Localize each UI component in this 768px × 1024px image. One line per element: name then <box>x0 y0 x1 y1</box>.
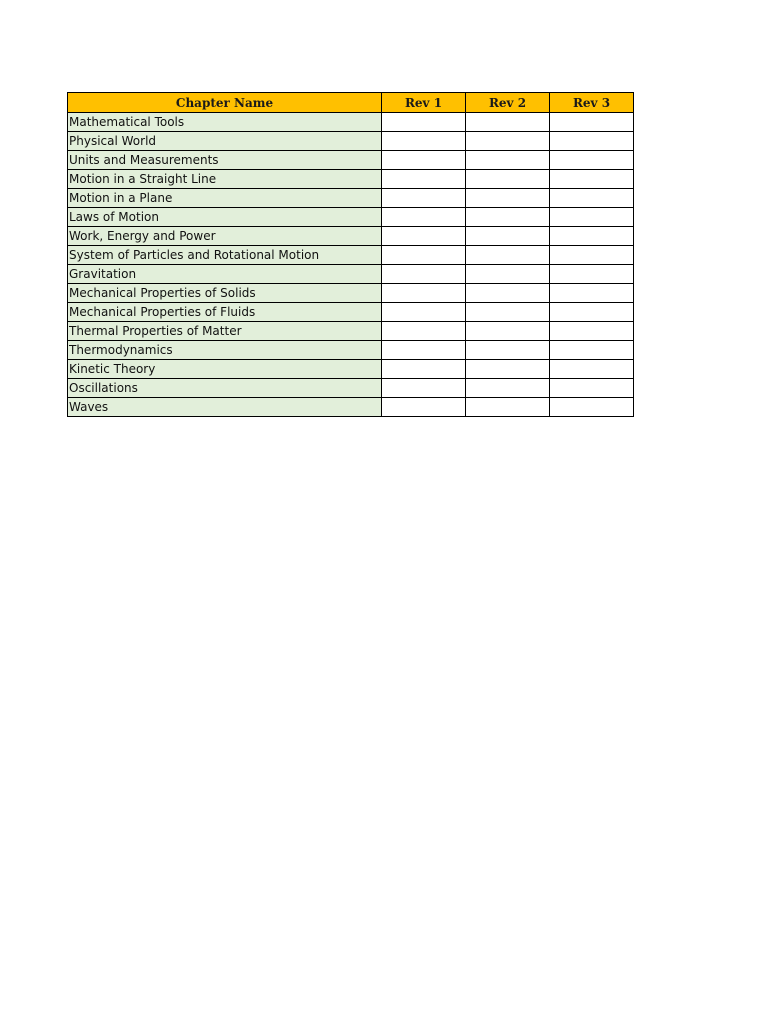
rev-2-cell[interactable] <box>466 246 550 265</box>
rev-3-cell[interactable] <box>550 379 634 398</box>
table-row <box>68 341 634 360</box>
chapter-name-cell[interactable]: Mechanical Properties of Fluids <box>68 303 382 322</box>
rev-3-cell[interactable] <box>550 227 634 246</box>
rev-1-cell[interactable] <box>382 132 466 151</box>
header-rev-3: Rev 3 <box>550 93 634 113</box>
table-row <box>68 132 634 151</box>
chapter-name-cell[interactable]: Mechanical Properties of Solids <box>68 284 382 303</box>
rev-3-cell[interactable] <box>550 170 634 189</box>
table-row <box>68 284 634 303</box>
rev-2-cell[interactable] <box>466 227 550 246</box>
rev-3-cell[interactable] <box>550 208 634 227</box>
rev-1-cell[interactable] <box>382 379 466 398</box>
header-rev-2: Rev 2 <box>466 93 550 113</box>
table-row <box>68 265 634 284</box>
rev-2-cell[interactable] <box>466 113 550 132</box>
chapter-name-cell[interactable]: Motion in a Plane <box>68 189 382 208</box>
rev-2-cell[interactable] <box>466 379 550 398</box>
rev-1-cell[interactable] <box>382 322 466 341</box>
rev-2-cell[interactable] <box>466 322 550 341</box>
rev-3-cell[interactable] <box>550 322 634 341</box>
rev-1-cell[interactable] <box>382 341 466 360</box>
revision-tracker-table <box>67 92 634 417</box>
rev-1-cell[interactable] <box>382 208 466 227</box>
rev-3-cell[interactable] <box>550 189 634 208</box>
chapter-name-cell[interactable]: Work, Energy and Power <box>68 227 382 246</box>
rev-2-cell[interactable] <box>466 189 550 208</box>
rev-3-cell[interactable] <box>550 341 634 360</box>
rev-3-cell[interactable] <box>550 113 634 132</box>
table-row <box>68 360 634 379</box>
rev-2-cell[interactable] <box>466 208 550 227</box>
rev-1-cell[interactable] <box>382 227 466 246</box>
table-row <box>68 189 634 208</box>
chapter-name-cell[interactable]: Kinetic Theory <box>68 360 382 379</box>
table-row <box>68 170 634 189</box>
table-row <box>68 208 634 227</box>
chapter-name-cell[interactable]: Thermal Properties of Matter <box>68 322 382 341</box>
table-row <box>68 113 634 132</box>
chapter-name-cell[interactable]: Units and Measurements <box>68 151 382 170</box>
chapter-name-cell[interactable]: Thermodynamics <box>68 341 382 360</box>
rev-2-cell[interactable] <box>466 170 550 189</box>
rev-1-cell[interactable] <box>382 398 466 417</box>
rev-2-cell[interactable] <box>466 360 550 379</box>
table-row <box>68 379 634 398</box>
table-row <box>68 303 634 322</box>
table-row <box>68 246 634 265</box>
chapter-name-cell[interactable]: Laws of Motion <box>68 208 382 227</box>
rev-3-cell[interactable] <box>550 284 634 303</box>
rev-3-cell[interactable] <box>550 398 634 417</box>
table-row <box>68 322 634 341</box>
rev-1-cell[interactable] <box>382 360 466 379</box>
chapter-name-cell[interactable]: Physical World <box>68 132 382 151</box>
rev-3-cell[interactable] <box>550 151 634 170</box>
chapter-name-cell[interactable]: Waves <box>68 398 382 417</box>
rev-2-cell[interactable] <box>466 265 550 284</box>
rev-1-cell[interactable] <box>382 170 466 189</box>
rev-3-cell[interactable] <box>550 360 634 379</box>
chapter-name-cell[interactable]: Oscillations <box>68 379 382 398</box>
chapter-name-cell[interactable]: Gravitation <box>68 265 382 284</box>
rev-3-cell[interactable] <box>550 132 634 151</box>
header-row <box>68 93 634 113</box>
rev-1-cell[interactable] <box>382 265 466 284</box>
chapter-name-cell[interactable]: Motion in a Straight Line <box>68 170 382 189</box>
rev-3-cell[interactable] <box>550 265 634 284</box>
header-chapter-name: Chapter Name <box>68 93 382 113</box>
rev-1-cell[interactable] <box>382 284 466 303</box>
rev-2-cell[interactable] <box>466 303 550 322</box>
rev-3-cell[interactable] <box>550 246 634 265</box>
rev-1-cell[interactable] <box>382 151 466 170</box>
chapter-name-cell[interactable]: System of Particles and Rotational Motion <box>68 246 382 265</box>
rev-1-cell[interactable] <box>382 189 466 208</box>
table-row <box>68 227 634 246</box>
table-body <box>68 113 634 417</box>
rev-1-cell[interactable] <box>382 113 466 132</box>
rev-2-cell[interactable] <box>466 398 550 417</box>
table-row <box>68 398 634 417</box>
rev-1-cell[interactable] <box>382 246 466 265</box>
header-rev-1: Rev 1 <box>382 93 466 113</box>
rev-2-cell[interactable] <box>466 341 550 360</box>
rev-2-cell[interactable] <box>466 132 550 151</box>
rev-3-cell[interactable] <box>550 303 634 322</box>
chapter-name-cell[interactable]: Mathematical Tools <box>68 113 382 132</box>
table-row <box>68 151 634 170</box>
rev-2-cell[interactable] <box>466 151 550 170</box>
rev-1-cell[interactable] <box>382 303 466 322</box>
rev-2-cell[interactable] <box>466 284 550 303</box>
